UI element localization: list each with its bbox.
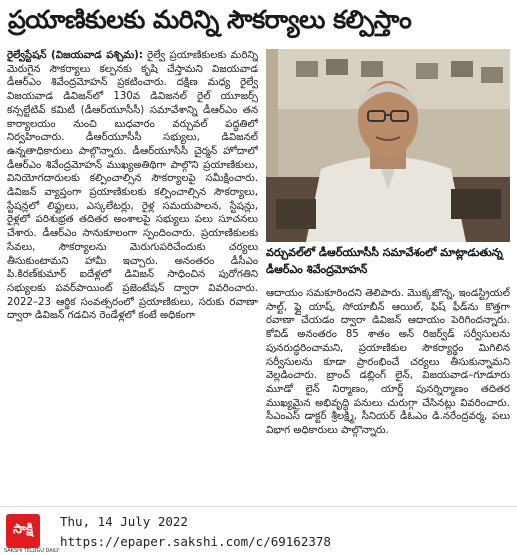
article-photo — [266, 49, 510, 242]
sakshi-logo[interactable] — [6, 514, 40, 548]
article-dateline: రైల్వేస్టేషన్ (విజయవాడ పశ్చిమ): — [7, 50, 143, 61]
headline — [0, 0, 517, 46]
article-body-left: రైల్వే ప్రయాణికులకు మరిన్ని మెరుగైన సౌకర్యాలు కల్పనకు కృషి చేస్తామని విజయవాడ డీఆర్ఎం శివేంద్రమోహన్ ప్రకటించారు. దక్షిణ మధ్య రైల్వే విజయవాడ డివిజన్‌లో 130వ డివిజనల్ రైల్ యూజర్స్ కన్సల్టేటివ్ కమిటీ (డీఆర్‌యూసీసీ) సమావేశాన్ని డీఆర్ఎం తన కార్యాలయం నుంచి బుధవారం వర్చువల్ పద్ధతిలో నిర్వహించారు. డీఆర్‌యూసీసీ సభ్యులు, డివిజనల్ ఉన్నతాధికారులు పాల్గొన్నారు. డీఆర్‌యూసీసీ చైర్మన్ హోదాలో డీఆర్ఎం శివేంద్రమోహన్ ముఖ్యఅతిథిగా పాల్గొని ప్రయాణికులు, వినియోగదారులకు కల్పించాల్సిన సౌకర్యాలపై సమీక్షించారు. డివిజన్ వ్యాప్తంగా ప్రయాణికులకు కల్పించాల్సిన సౌకర్యాలు, స్టేషన్లలో లిఫ్టులు, ఎస్కలేటర్లు, రైళ్ల సమయపాలన, స్టేషన్లు, రైళ్లలో పరిశుభ్రత తదితర అంశాలపై సభ్యులు పలు సూచనలు చేశారు. డీఆర్ఎం సానుకూలంగా స్పందించారు. ప్రయాణికులకు సేవలు, సౌకర్యాలను మెరుగుపరిచేందుకు చర్యలు తీసుకుంటామని హామీ ఇచ్చారు. అనంతరం డీసీఎం పి.కిరణ్‌కుమార్ ఐదేళ్లలో డివిజన్ సాధించిన పురోగతిని సభ్యులకు పవర్‌పాయింట్ ప్రజెంటేషన్ ద్వారా వివరించారు. 2022–23 ఆర్థిక సంవత్సరంలో ప్రయాణికులు, సరుకు రవాణా ద్వారా డివిజన్ గడచిన రెండేళ్లలో కంటే అధికంగా — [7, 50, 258, 322]
article-body-right: ఆదాయం సమకూరిందని తెలిపారు. మొక్కజొన్న, ఇండస్ట్రియల్ సాల్ట్, ఫ్లై యాష్, సోయాబీన్ ఆయిల్, ఫిష్ ఫీడ్‌ను కొత్తగా రవాణా చేయడం ద్వారా డివిజన్ ఆదాయం పెరిగిందన్నారు. కోవిడ్ అనంతరం 85 శాతం అన్ రిజర్వ్‌డ్ సర్వీసులను పునరుద్ధరించామని, ప్రయాణికుల సౌకర్యార్థం మిగిలిన సర్వీసులను కూడా ప్రారంభించే చర్యలు తీసుకున్నామని వెల్లడించారు. బ్రాంచ్ డబ్లింగ్ లైన్, విజయవాడ–గూడూరు మూడో లైన్ నిర్మాణం, యార్డ్ పునర్నిర్మాణం తదితర ముఖ్యమైన అభివృద్ధి పనులు చురుగ్గా చేసినట్లు వివరించారు. సీఎంఎస్ డాక్టర్ శ్రీలక్ష్మి, సీనియర్ డీఓఎం డి.నరేంద్రవర్మ, పలు విభాగ అధికారులు పాల్గొన్నారు. — [266, 288, 510, 437]
publication-date: Thu, 14 July 2022 — [60, 514, 188, 529]
logo-text: సాక్షి — [12, 522, 34, 537]
article-column-right — [266, 287, 510, 497]
headline-text: ప్రయాణికులకు మరిన్ని సౌకర్యాలు కల్పిస్తాం — [8, 5, 412, 34]
meeting-photo-illustration — [266, 49, 510, 242]
footer — [0, 506, 517, 555]
logo-subtitle: SAKSHI TELUGU DAILY — [4, 548, 60, 554]
epaper-link[interactable]: https://epaper.sakshi.com/c/69162378 — [60, 534, 331, 549]
article-column-left — [7, 49, 258, 497]
photo-caption: వర్చువల్‌లో డీఆర్‌యూసీసీ సమావేశంలో మాట్లాడుతున్న డీఆర్ఎం శివేంద్రమోహన్ — [266, 246, 503, 276]
